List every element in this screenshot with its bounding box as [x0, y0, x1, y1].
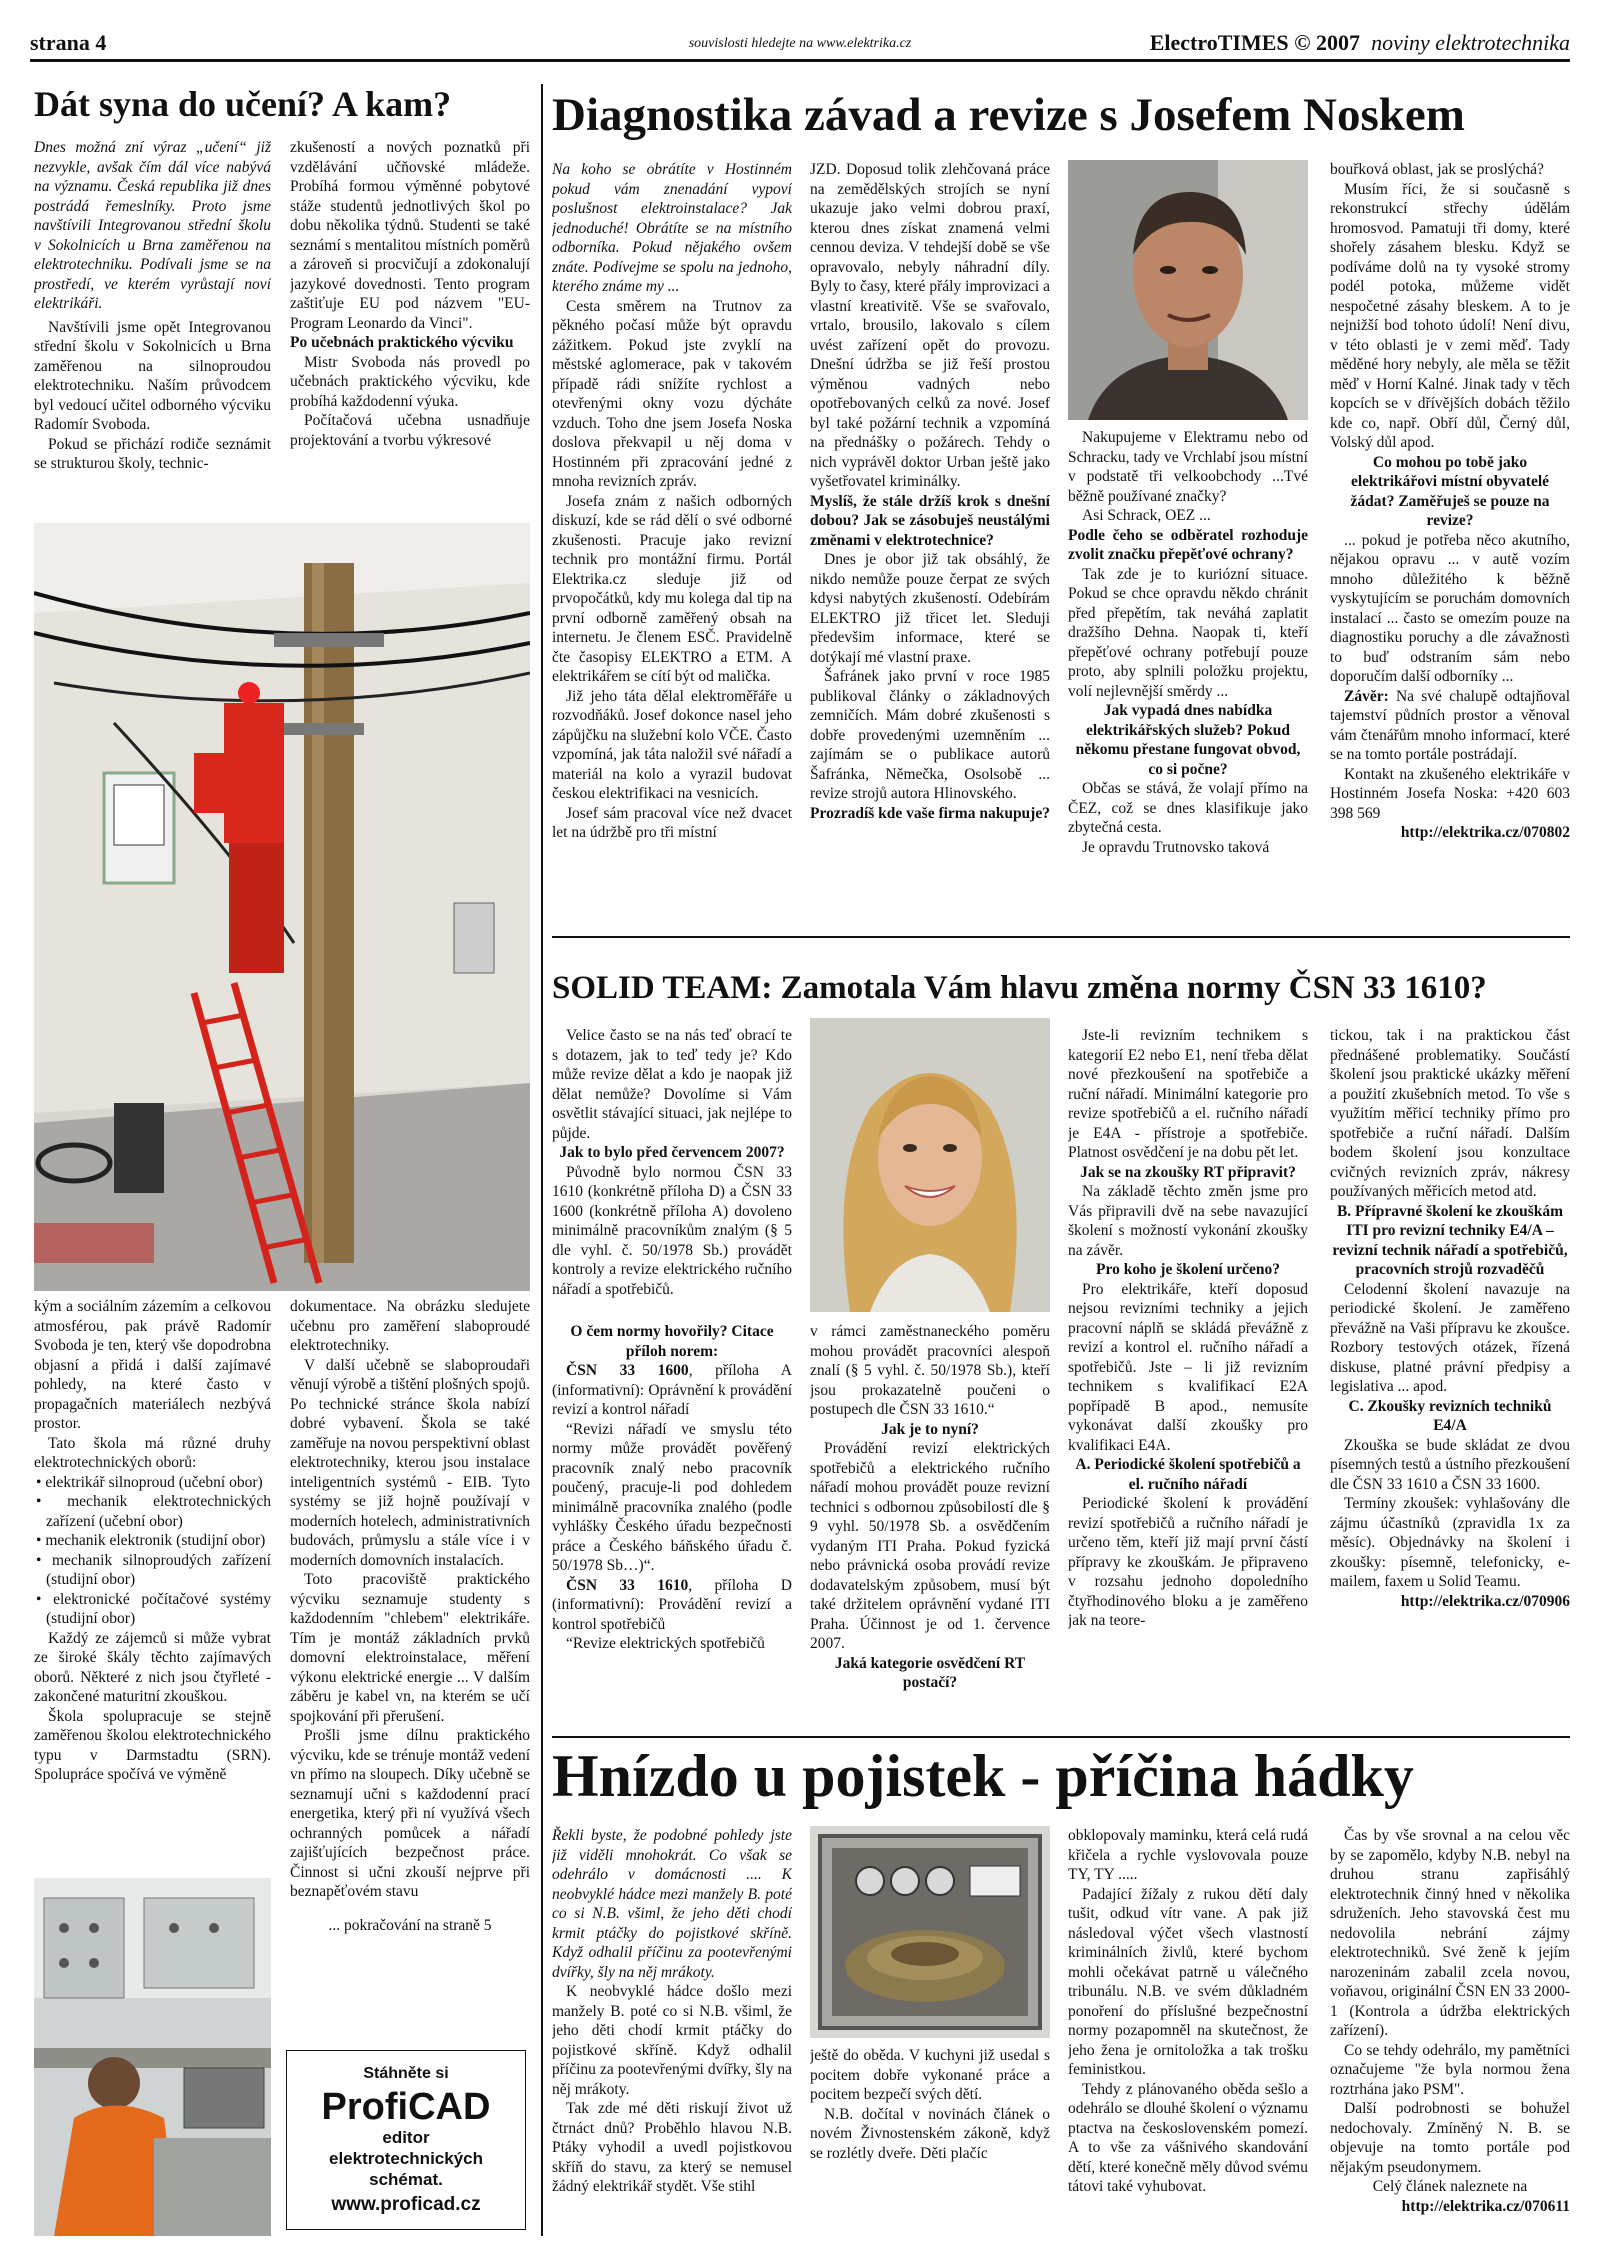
article2-q5: Co mohou po tobě jako elektrikářovi místní obyvatelé žádat? Zaměřuješ se pouze na revize? [1350, 453, 1550, 529]
article2-p6: Dnes je obor již tak obsáhlý, že nikdo nemůže pouze čerpat ze svých kdysi nabytých zkušeností. Odebírám ELEKTRO již třicet let. Sleduji předevšim informace, které se dotýkají mé vlastní praxe. [810, 551, 1050, 666]
article3-p14: Termíny zkoušek: vyhlašovány dle zájmu účastníků (zpravidla 1x za měsíc). Objednávky na školení i zkoušky: písemně, telefonicky, e-mailem, faxem u Solid Teamu. [1330, 1495, 1570, 1590]
article4-p9: Co se tehdy odehrálo, my pamětníci označujeme "že byla normou žena roztrhána jako PSM". [1330, 2041, 1570, 2098]
page-number: strana 4 [30, 30, 107, 55]
article2-p13: bouřková oblast, jak se proslýchá? [1330, 161, 1544, 178]
list-item: • mechanik silnoproudých zařízení (studijní obor) [34, 1551, 271, 1590]
article4-col1 [552, 1826, 792, 2236]
article1-p4: Mistr Svoboda nás provedl po učebnách praktického výcviku, kde probíhá každodenní výuka. [290, 353, 530, 410]
article1-p7: Tato škola má různé druhy elektrotechnických oborů: [34, 1434, 271, 1471]
article2-p4: Josef sám pracoval více než dvacet let na údržbě pro tři místní [552, 804, 792, 841]
list-item: • mechanik elektrotechnických zařízení (učební obor) [34, 1492, 271, 1531]
article1-p11: V další učebně se slaboproudaři věnují výrobě a tištění plošných spojů. Po technické stránce škola nabízí dobré vybavení. Škola se také zaměřuje na novou perspektivní oblast elektrotechniky, kterou jsou instalace inteligentních systémů - EIB. Tyto systémy se již hojně používají v moderních hotelech, administrativních budovách, průmyslu a stále více i v moderních domovních instalacích. [290, 1356, 530, 1569]
article2-p7: Šafránek jako první v roce 1985 publikoval články o základnových zemničích. Mám dobré zkušenosti s dobře provedenými uzemněním ... zajímám se o publikace autorů Šafránka, Němečka, Osolsobě ... revize strojů autora Hlinovského. [810, 668, 1050, 802]
article3-q2: O čem normy hovořily? Citace příloh norem: [570, 1323, 774, 1360]
article2-col4 [1330, 160, 1570, 920]
article3-q7: A. Periodické školení spotřebičů a el. ručního nářadí [1075, 1456, 1301, 1493]
ad-line4: elektrotechnických [328, 2149, 483, 2168]
article4-link[interactable]: http://elektrika.cz/070611 [1401, 2197, 1570, 2215]
article2-link[interactable]: http://elektrika.cz/070802 [1400, 824, 1570, 841]
norm-1600: ČSN 33 1600 [566, 1362, 689, 1379]
article4-p11: Celý článek naleznete na [1372, 2178, 1528, 2195]
article3-col5 [1330, 1026, 1570, 1722]
article2-p10: Tak zde je to kuriózní situace. Pokud se chce opravdu někdo chránit před přepětím, tak neváhá zaplatit dražšího Dehna. Naopak ti, kteří přepěťové ochrany potřebují pouze proto, aby splnili položku projektu, volí nejlevnější směrdy ... [1068, 565, 1308, 700]
article2-col3 [1068, 428, 1308, 920]
article2-p14: Musím říci, že si současně s rekonstrukcí střechy údělám hromosvod. Pamatuji tři domy, které shořely zásahem blesku. Když se podíváme dolů na ty vysoké stromy podél potoka, můžeme vidět nespočetné zásahy bleskem. A to je nejnižší bod tohoto údolí! Není divu, v této oblasti je v zemi měď. Tady měděné hory nebyly, ale měla se těžit měď v Horní Kalné. Jinak tady v těch kopcích se v dřívějších dobách těžilo kde co, např. Obří důl, Černý důl, Volský důl apod. [1330, 180, 1570, 451]
section-divider [552, 1736, 1570, 1738]
article3-p10: Periodické školení k provádění revizí spotřebičů a ručního nářadí je určeno těm, kteří již mají první částí přípravy ke zkouškám. Je připraveno v rozsahu jednoho dopoledního čtyřhodinového bloku a je zaměřeno jak na teore- [1068, 1495, 1308, 1629]
article1-col2 [290, 138, 530, 513]
article2-p5: JZD. Doposud tolik zlehčovaná práce na zemědělských strojích se nyní ukazuje jako velmi dobrou praxí, kterou dnes získat znamená velmi cennou deviza. V tehdejší době se vše opravovalo, nebyly náhradní díly. Byly to časy, které přály improvizaci a vlastní kreativitě. Vše se svařovalo, vrtalo, brousilo, lakovalo s cílem uvést zařízení opět do provozu. Dnešní údržba se již řeší prostou výměnou vadných nebo opotřebovaných celků za nové. Josef byl také požární technik a vzpomíná na přednášky o požárech. Tehdy o nich vyprávěl doktor Urban ještě jako vyšetřovatel kriminálky. [810, 161, 1050, 490]
article2-p9: Asi Schrack, OEZ ... [1082, 507, 1211, 524]
article3-q5: Jak se na zkoušky RT připravit? [1080, 1163, 1296, 1181]
article2-q2: Prozradíš kde vaše firma nakupuje? [810, 804, 1050, 822]
conclusion-label: Závěr: [1344, 687, 1389, 705]
norm-1610: ČSN 33 1610 [566, 1576, 689, 1594]
section-divider [552, 936, 1570, 938]
article2-p17: Kontakt na zkušeného elektrikáře v Hostinném Josefa Noska: +420 603 398 569 [1330, 765, 1570, 822]
article4-col4 [1330, 1826, 1570, 2236]
article1-col3 [34, 1297, 271, 1837]
article2-p16: Na své chalupě odtajňoval tajemství půdních prostor a věnoval vám čtenářům mnoho informací, které se na tomto portále postrádají. [1330, 687, 1570, 763]
masthead [1150, 30, 1570, 56]
photo-solid-team [810, 1018, 1050, 1312]
article1-p12: Toto pracoviště praktického výcviku seznamuje studenty s každodenním "chlebem" elektrikáře. Tím je montáž základních prvků domovní elektroinstalace, měření výkonu elektrické energie ... V dalším záběru je kabel vn, na kterém se učí spojkování při přerušení. [290, 1571, 530, 1725]
list-item: • elektrikář silnoproud (učební obor) [34, 1473, 271, 1493]
article3-title: SOLID TEAM: Zamotala Vám hlavu změna normy ČSN 33 1610? [552, 970, 1487, 1006]
article3-q8: B. Přípravné školení ke zkouškám ITI pro revizní techniky E4/A – revizní technik nářadí a spotřebičů, pracovních strojů rozvaděčů [1332, 1202, 1568, 1278]
article2-p3: Již jeho táta dělal elektroměřáře u rozvodňáků. Josef dokonce nasel jeho zápůjčku na služební kolo VČE. Často vzpomíná, jak táta naložil své nářadí a materiál na kolo a vyrazil budovat českou elektrifikaci na vesnicích. [552, 687, 792, 802]
article3-p1: Velice často se na nás teď obrací te s dotazem, jak to teď tedy je? Kdo může revize dělat a kdo je naopak již dělat nemůže? Dovolíme si Vám osvětlit stávající situaci, jak nejlépe to půjde. [552, 1027, 792, 1142]
article1-p8: Každý ze zájemců si může vybrat ze široké škály těchto zajímavých oborů. Některé z nich jsou čtyřleté - zakončené maturitní zkouškou. [34, 1629, 271, 1705]
ad-url[interactable]: www.proficad.cz [331, 2194, 481, 2215]
article4-p6: Padající žížaly z rukou dětí daly tušit, odkud vítr vane. A pak již následoval výčet všech vlastností kriminálních živlů, které bychom mohli očekávat patrně u válečného tribunálu. N.B. ve svém důkladném ponoření do příslušné bezpečnostní normy pozapomněl na skutečnost, že jeho žena je ornitoložka a tak trošku feministkou. [1068, 1885, 1308, 2078]
article4-p5: obklopovaly maminku, která celá rudá křičela a rychle vyslovovala pouze TY, TY ..... [1068, 1827, 1308, 1883]
article3-col1 [552, 1026, 792, 1322]
article1-p13: Prošli jsme dílnu praktického výcviku, kde se trénuje montáž vedení vn přímo na sloupech. Díky učebně se seznamují učni s každodenní prací energetika, který při ní využívá všech ochranných pomůcek a nářadí zajišťujících bezpečnost práce. Činnost si učni zkouší nejprve při beznapěťovém stavu [290, 1727, 530, 1900]
article2-col2 [810, 160, 1050, 920]
header-link-note[interactable]: souvislosti hledejte na www.elektrika.cz [688, 36, 912, 51]
article3-p3: “Revizi nářadí ve smyslu této normy může provádět pověřený pracovník znalý nebo pracovník poučený, pracuje-li pod dohledem minimálně pracovníka znalého (podle vyhlášky Českého úřadu bezpečnosti práce a Českého báňského úřadu č. 50/1978 Sb…)“. [552, 1420, 792, 1574]
brand: ElectroTIMES © 2007 [1149, 30, 1361, 55]
article3-p11: tickou, tak i na praktickou část přednášené problematiky. Součástí školení jsou praktické ukázky měření a použití zkušebních metod. To vše s využitím měřicí techniky přímo pro spotřebiče a ruční nářadí. Dalším bodem školení jsou konzultace cvičných revizních zpráv, nákresy používaných měřicích metod atd. [1330, 1027, 1570, 1200]
article4-title: Hnízdo u pojistek - příčina hádky [552, 1743, 1414, 1809]
article4-p10: Další podrobnosti se bohužel nedochovaly. Zmíněný N. B. se objevuje na tomto portále pod nějakým pseudonymem. [1330, 2100, 1570, 2176]
article1-p9: Škola spolupracuje se stejně zaměřenou školou elektrotechnického typu v Darmstadtu (SRN). Spolupráce spočívá ve výměně [34, 1707, 271, 1783]
article4-p2: Tak zde mé děti riskují život už čtrnáct dnů? Proběhlo hlavou N.B. Ptáky vyhodil a uvedl pojistkovou skříň do stavu, za který se nemusel žádný elektrikář stydět. Vše stihl [552, 2100, 792, 2195]
ad-line5: schémat. [369, 2170, 443, 2189]
article2-p8: Nakupujeme v Elektramu nebo od Schracku, tady ve Vrchlabí jsou místní v podstatě tři velkoobchody ...Tvé běžně používané značky? [1068, 429, 1308, 505]
article3-col2 [552, 1322, 792, 1722]
article2-q1: Myslíš, že stále držíš krok s dnešní dobou? Jak se zásobuješ neustálými změnami v elektrotechnice? [810, 492, 1050, 549]
article3-p12: Celodenní školení navazuje na periodické školení. Je zaměřeno převážně na Vaši přípravu ke zkoušce. Rozbory testových otázek, řízená diskuse, platné právní předpisy a legislativa ... apod. [1330, 1280, 1570, 1395]
ad-line1: Stáhněte si [363, 2065, 449, 2082]
article1-title: Dát syna do učení? A kam? [34, 84, 452, 124]
article4-col3 [1068, 1826, 1308, 2236]
article3-p8: Na základě těchto změn jsme pro Vás připravili dvě na sebe navazující školení s možností vykonání zkoušky na závěr. [1068, 1183, 1308, 1259]
photo-josef-nosek [1068, 160, 1308, 420]
article2-p1: Cesta směrem na Trutnov za pěkného počasí může být opravdu zážitkem. Pokud jste zvyklí na městské aglomerace, pak v takovém případě rádi snížíte rychlost a otevřenými okny vozu dýcháte vzduch. Toho dne jsem Josefa Noska doslova překvapil u něj doma v Hostinném při zpracování jedné z mnoha revizních zpráv. [552, 297, 792, 490]
article1-col1 [34, 138, 271, 513]
continued-note: ... pokračování na straně 5 [328, 1916, 492, 1934]
article4-col2 [810, 2046, 1050, 2236]
article2-p11: Občas se stává, že volají přímo na ČEZ, což se dnes klasifikuje jako zbytečná cesta. [1068, 780, 1308, 836]
article3-q4: Jaká kategorie osvědčení RT postačí? [834, 1654, 1026, 1691]
article3-q9: C. Zkoušky revizních techniků E4/A [1348, 1397, 1552, 1434]
article3-p6: Provádění revizí elektrických spotřebičů a elektrického ručního nářadí mohou provádět pouze revizní technici s odbornou způsobilostí dle § 9 vyhl. 50/1978 Sb. a osvědčením vydaným ITI Praha. Pokud fyzická nebo právnická osoba provádí revize dodavatelským způsobem, musí být také držitelem oprávnění vydané ITI Praha. Účinnost je od 1. července 2007. [810, 1440, 1050, 1652]
list-item: • elektronické počítačové systémy (studijní obor) [34, 1590, 271, 1629]
article2-title: Diagnostika závad a revize s Josefem Noskem [552, 89, 1465, 141]
article3-col3 [810, 1322, 1050, 1722]
article3-q6: Pro koho je školení určeno? [1096, 1261, 1280, 1278]
article4-lead: Řekli byste, že podobné pohledy jste již viděli mnohokrát. Co však se odehrálo v domácnosti .... K neobvyklé hádce mezi manžely B. poté co si N.B. všiml, že jeho děti chodí krmit ptáčky do pojistkové skříně. Když odhalil příčinu za pootevřenými dvířky, šly na něj mrákoty. [552, 1827, 792, 1981]
article2-q3: Podle čeho se odběratel rozhoduje zvolit značku přepěťové ochrany? [1068, 526, 1308, 563]
article4-p3: ještě do oběda. V kuchyni již usedal s pocitem dobře vykonané práce a pocitem bezpečí svých dětí. [810, 2047, 1050, 2103]
article2-col1 [552, 160, 792, 920]
article3-link[interactable]: http://elektrika.cz/070906 [1400, 1592, 1570, 1610]
article1-p2: Pokud se přichází rodiče seznámit se strukturou školy, technic- [34, 435, 271, 472]
article3-p5: v rámci zaměstnaneckého poměru mohou provádět pracovníci alespoň znalí (§ 5 vyhl. č. 50/1978 Sb.), kteří jsou prokazatelně poučeni o postupech dle ČSN 33 1610.“ [810, 1323, 1050, 1418]
article3-p2: Původně bylo normou ČSN 33 1610 (konkrétně příloha D) a ČSN 33 1600 (konkrétně příloha A) dovoleno minimálně pracovníkům znalým (§ 5 dle vyhl. č. 50/1978 Sb.) provádět kontroly a revize elektrického ručního nářadí a spotřebičů. [552, 1163, 792, 1298]
article3-p4: “Revize elektrických spotřebičů [566, 1635, 765, 1652]
proficad-ad[interactable] [286, 2050, 526, 2230]
article1-lead: Dnes možná zní výraz „učení“ již nezvykle, avšak čím dál více nabývá na významu. Česká republika již dnes postrádá řemeslníky. Proto jsme navštívili Integrovanou střední školu v Sokolnicích u Brna zaměřenou na elektrotechniku. Podívali jsme se na prostředí, ve kterém vyrůstají noví elektrikáři. [34, 139, 271, 312]
norm-1610-text: , příloha D (informativní): Provádění revizí a kontrol spotřebičů [552, 1576, 792, 1633]
article1-p5: Počítačová učebna usnadňuje projektování a tvorbu výkresové [290, 412, 530, 449]
article4-p1: K neobvyklé hádce došlo mezi manžely B. poté co si N.B. všiml, že jeho děti chodí krmit ptáčky do pojistkové skříně. Když odhalil příčinu za pootevřenými dvířky, šly na něj mrákoty. [552, 1983, 792, 2098]
article2-p2: Josefa znám z našich odborných diskuzí, kde se rád dělí o své odborné zkušenosti. Pracuje jako revizní technik pro montážní firmu. Portál Elektrika.cz sleduje již od prvopočátků, kdy mu kolega dal tip na první odborně zaměřený obsah na internetu. Je členem ESČ. Pravidelně čte časopisy ELEKTRO a ETM. A elektrikářem se cítí být od malička. [552, 492, 792, 685]
ad-line3: editor [382, 2128, 430, 2147]
tagline: noviny elektrotechnika [1371, 30, 1570, 55]
article4-p7: Tehdy z plánovaného oběda sešlo a odehrálo se dlouhé školení o významu ptactva na československém pomezí. A to vše za vášnivého skandování dětí, které konečně měly důvod svému tátovi také vyhubovat. [1068, 2080, 1308, 2195]
article3-q3: Jak je to nyní? [881, 1420, 979, 1438]
photo-pole-training [34, 523, 530, 1291]
article1-p3: zkušeností a nových poznatků při vzdělávání učňovské mládeže. Probíhá formou výměnné pobytové stáže studentů jednotlivých škol po dobu několika týdnů. Studenti se také seznámí s mentalitou místních poměrů a zároveň si procvičují a zdokonalují jazykové dovednosti. Tento program zaštiťuje EU pod názvem "EU-Program Leonardo da Vinci". [290, 139, 530, 332]
photo-electronics-lab [34, 1878, 271, 2236]
article3-p9: Pro elektrikáře, kteří doposud nejsou revizními techniky a jejich pracovní náplň se skládá převážně z revizí a kontrol el. ručního nářadí a spotřebičů. Jste – li již revizním technikem s kvalifikací E2A popřípadě B apod., nemusíte vykonávat další zkoušky pro kvalifikaci E4A. [1068, 1280, 1308, 1454]
article2-q4: Jak vypadá dnes nabídka elektrikářských služeb? Pokud někomu přestane fungovat obvod, co si počne? [1075, 702, 1301, 778]
article2-p12: Je opravdu Trutnovsko taková [1082, 838, 1270, 856]
article1-p1: Navštívili jsme opět Integrovanou střední školu v Sokolnicích u Brna zaměřenou na silnoproudou elektrotechniku. Naším průvodcem byl vedoucí učitel odborného výcviku Radomír Svoboda. [34, 318, 271, 433]
article2-lead: Na koho se obrátíte v Hostinném pokud vám znenadání vypoví poslušnost elektroinstalace? Jak jednoduché! Obrátíte se na místního odborníka. Pokud nějakého ovšem znáte. Podívejme se spolu na jednoho, kterého známe my ... [552, 161, 792, 295]
article1-h1: Po učebnách praktického výcviku [290, 334, 514, 351]
article3-col4 [1068, 1026, 1308, 1722]
article4-p8: Čas by vše srovnal a na celou věc by se zapomělo, kdyby N.B. nebyl na druhou stranu zapřisáhlý elektrotechnik činný hned v několika sdruženích. Jeho stavovská čest mu nedovolila nebrání zájmy elektrotechniků. Své ženě k jejím narozeninám zabalil zcela novou, voňavou, originální ČSN EN 33 2000-1 (Kontrola a údržba elektrických zařízení). [1330, 1827, 1570, 2039]
list-item: • mechanik elektronik (studijní obor) [34, 1531, 271, 1551]
study-programs-list [34, 1473, 271, 1629]
page-header [30, 26, 1570, 62]
article1-p6: kým a sociálním zázemím a celkovou atmosférou, pak právě Radomír Svoboda je ten, který vše dopodrobna objasní a přidá i další zajímavé pohledy, na které často v propagačních materiálech nezbývá prostor. [34, 1298, 271, 1432]
article1-col4 [290, 1297, 530, 2007]
article4-p4: N.B. dočítal v novinách článek o novém Živnostenském zákoně, když se rozlétly dveře. Děti plačíc [810, 2105, 1050, 2162]
article3-p7: Jste-li revizním technikem s kategorií E2 nebo E1, není třeba dělat nové přezkoušení na spotřebiče a ruční nářadí. Minimální kategorie pro revize spotřebičů a el. ručního nářadí je E4A - přístroje a spotřebiče. Platnost osvědčení je na dobu pět let. [1068, 1027, 1308, 1161]
article1-p10: dokumentace. Na obrázku sledujete učebnu pro zaměření slaboproudé elektrotechniky. [290, 1298, 530, 1354]
photo-fuse-box-nest [810, 1826, 1050, 2038]
norm-1600-text: , příloha A (informativní): Oprávnění k provádění revizí a kontrol nářadí [552, 1362, 792, 1418]
article2-p15: ... pokud je potřeba něco akutního, nějakou opravu ... v autě vozím mnoho důležitého k běžně vyskytujícím se poruchám domovních instalací ... často se omezím pouze na diagnostiku poruchy a dle závažnosti to buď odstraním sám nebo doporučím další odborníky ... [1330, 531, 1570, 685]
article3-q1: Jak to bylo před červencem 2007? [559, 1144, 785, 1161]
ad-brand: ProfiCAD [321, 2086, 491, 2128]
column-divider [541, 84, 543, 2236]
article3-p13: Zkouška se bude skládat ze dvou písemných testů a ústního přezkoušení dle ČSN 33 1610 a ČSN 33 1600. [1330, 1436, 1570, 1493]
